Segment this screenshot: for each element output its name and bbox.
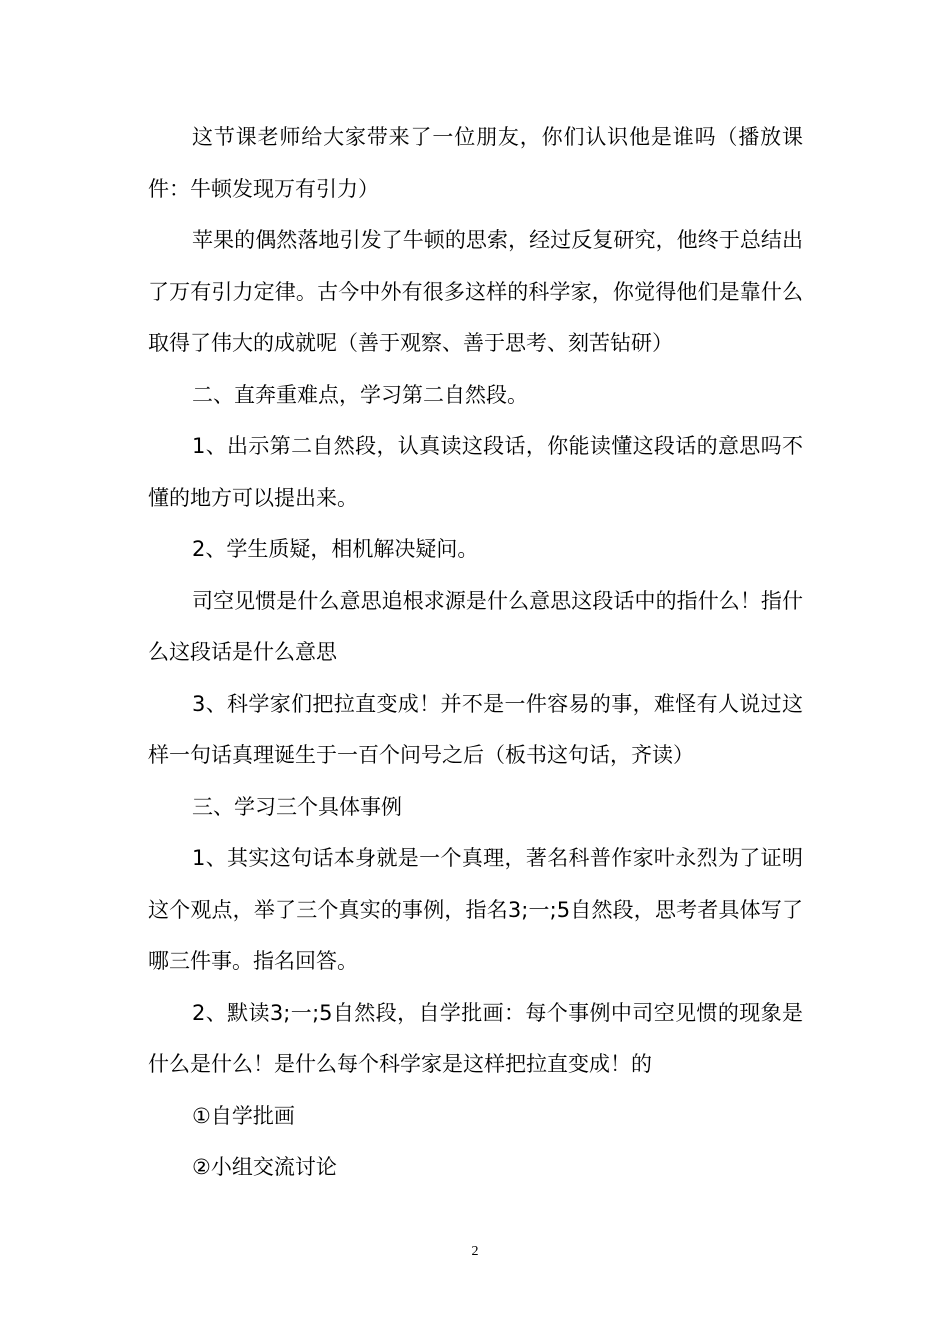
paragraph: 2、默读3;一;5自然段，自学批画：每个事例中司空见惯的现象是什么是什么！是什么每个科学家是这样把拉直变成！的 xyxy=(148,1000,803,1076)
paragraph: 1、出示第二自然段，认真读这段话，你能读懂这段话的意思吗不懂的地方可以提出来。 xyxy=(148,434,803,510)
list-item: ②小组交流讨论 xyxy=(192,1155,337,1179)
paragraph: 2、学生质疑，相机解决疑问。 xyxy=(192,537,479,561)
paragraph: 这节课老师给大家带来了一位朋友，你们认识他是谁吗（播放课件：牛顿发现万有引力） xyxy=(148,125,803,201)
list-item: ①自学批画 xyxy=(192,1103,295,1128)
section-heading: 三、学习三个具体事例 xyxy=(192,794,402,819)
paragraph: 司空见惯是什么意思追根求源是什么意思这段话中的指什么！指什么这段话是什么意思 xyxy=(148,588,803,664)
paragraph: 3、科学家们把拉直变成！并不是一件容易的事，难怪有人说过这样一句话真理诞生于一百个问号之后（板书这句话，齐读） xyxy=(148,691,803,767)
paragraph: 1、其实这句话本身就是一个真理，著名科普作家叶永烈为了证明这个观点，举了三个真实的事例，指名3;一;5自然段，思考者具体写了哪三件事。指名回答。 xyxy=(148,846,803,973)
section-heading: 二、直奔重难点，学习第二自然段。 xyxy=(192,382,528,407)
page-number: 2 xyxy=(471,1244,479,1259)
document-body xyxy=(148,112,803,1194)
paragraph: 苹果的偶然落地引发了牛顿的思索，经过反复研究，他终于总结出了万有引力定律。古今中外有很多这样的科学家，你觉得他们是靠什么取得了伟大的成就呢（善于观察、善于思考、刻苦钻研） xyxy=(148,228,803,355)
